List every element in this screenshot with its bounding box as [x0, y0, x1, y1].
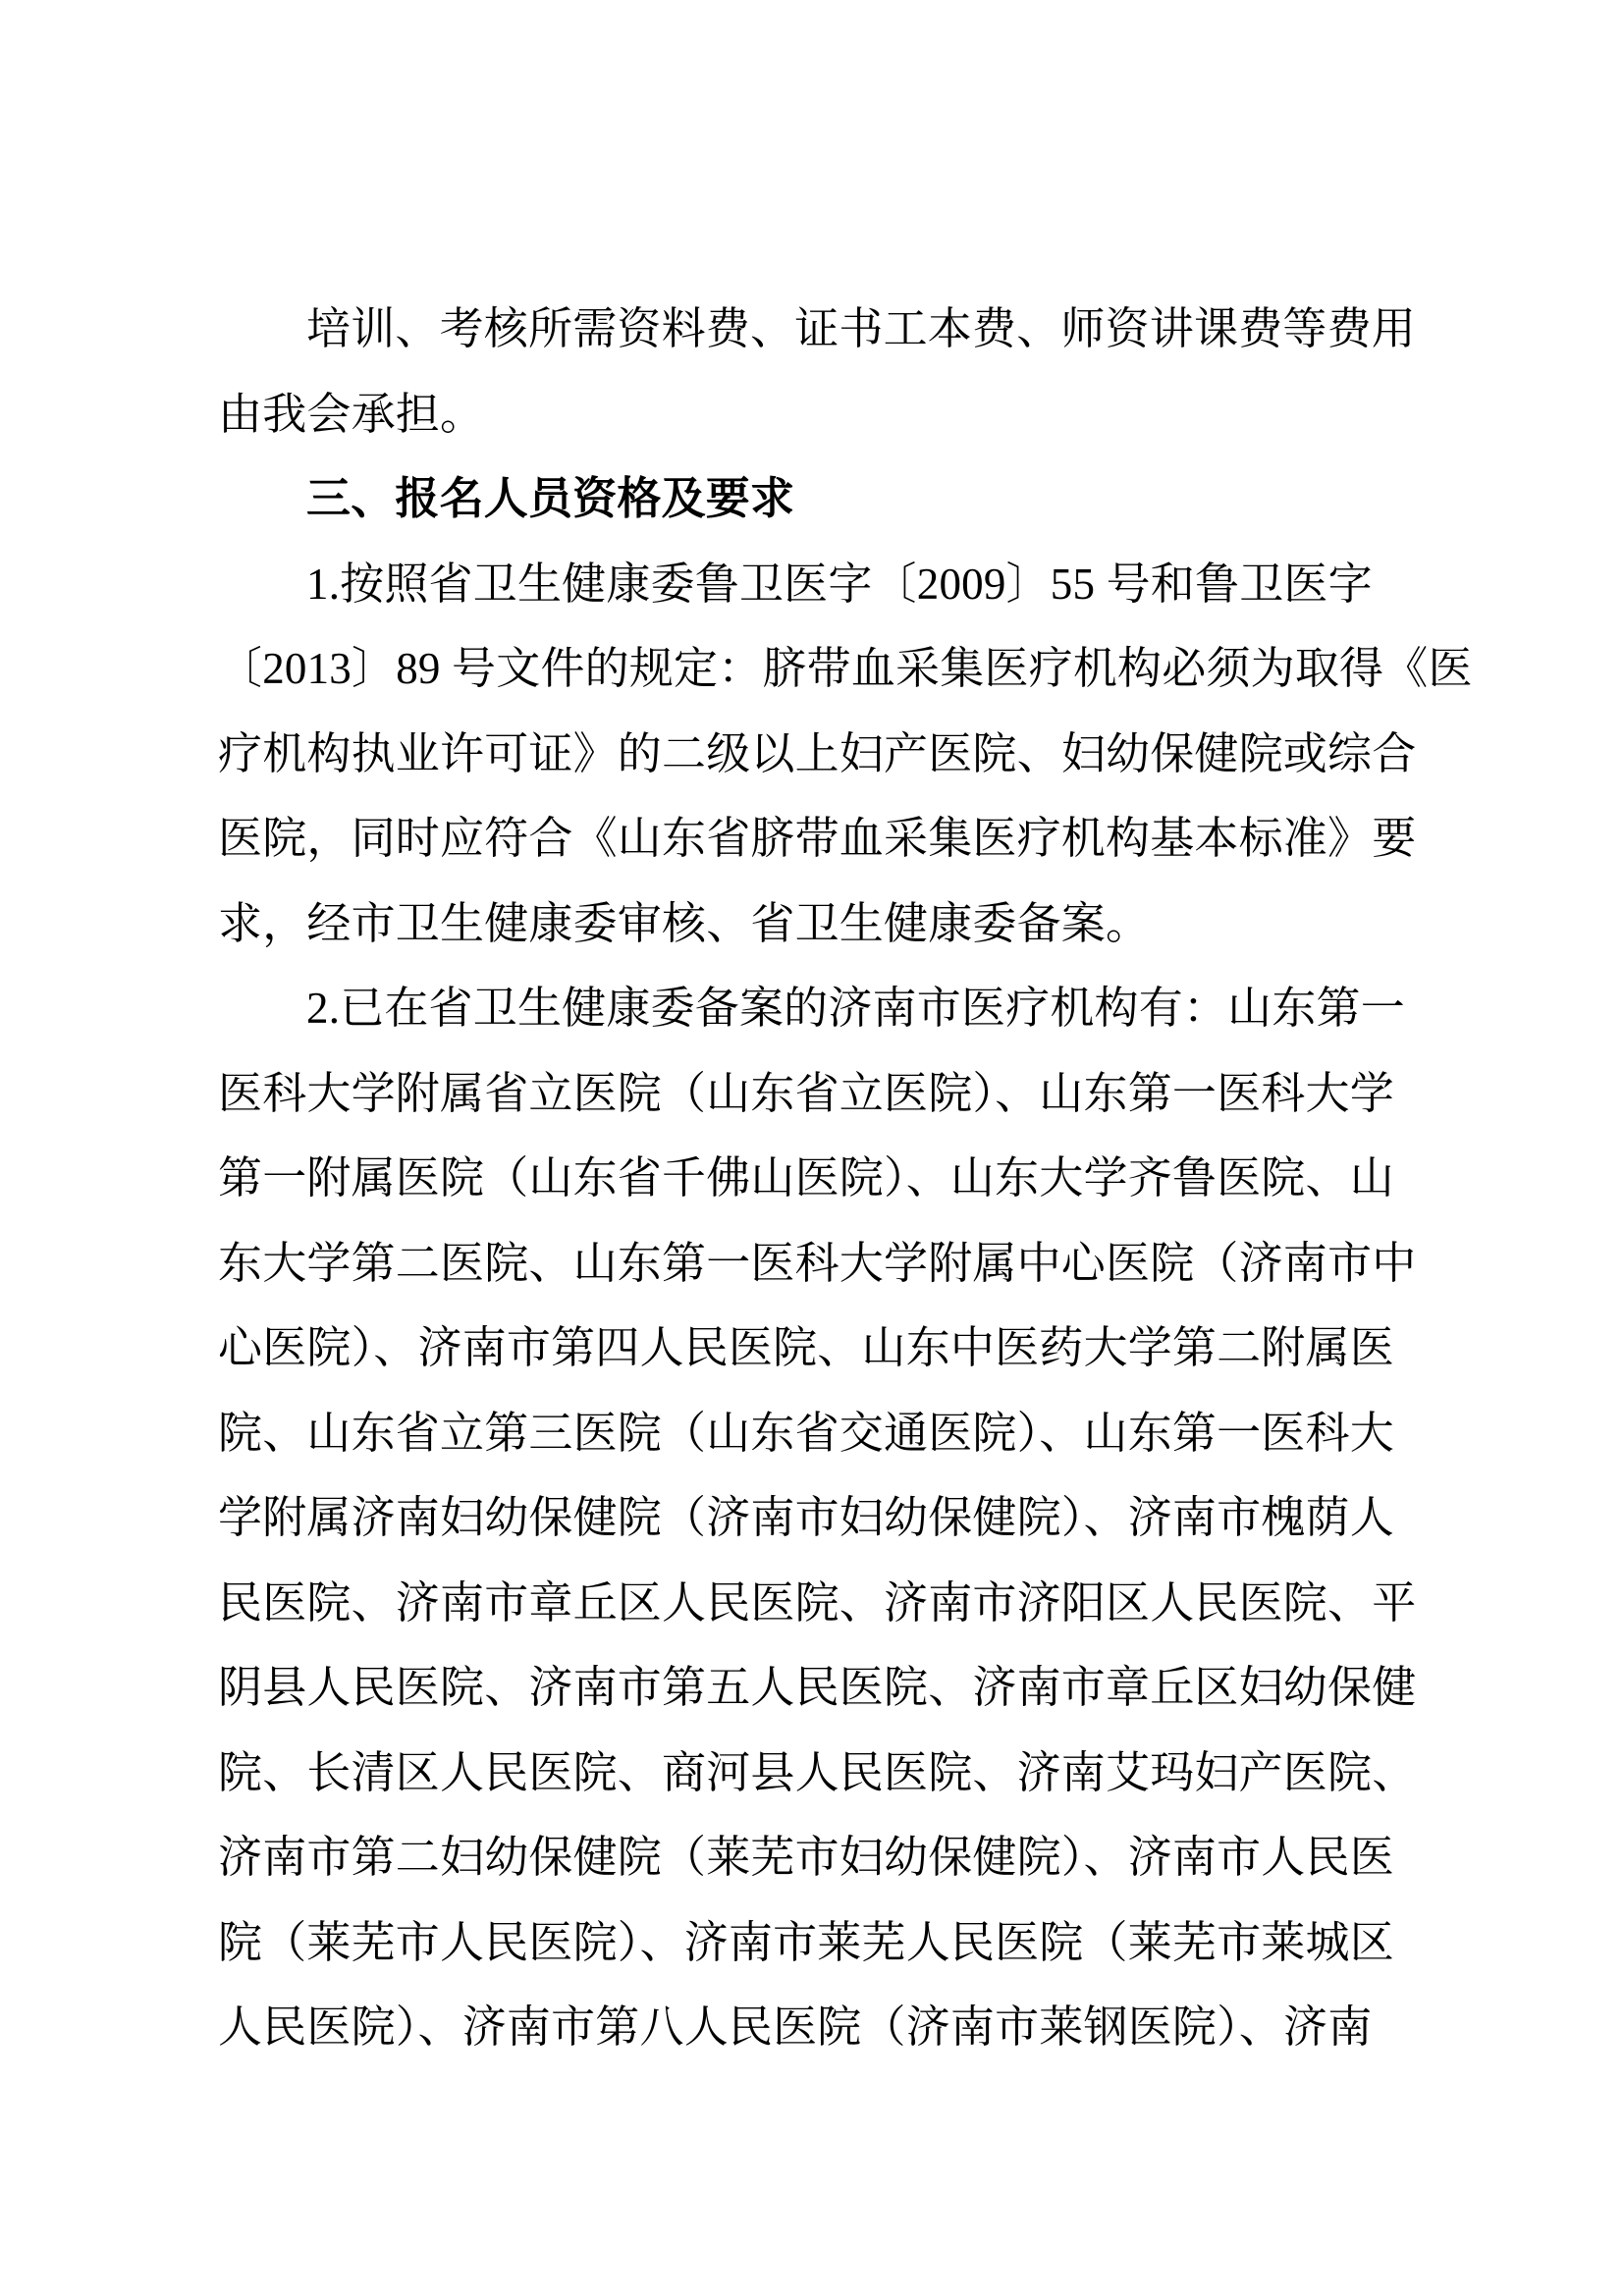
text-line: 学附属济南妇幼保健院（济南市妇幼保健院）、济南市槐荫人: [218, 1493, 1394, 1542]
text-line: 济南市第二妇幼保健院（莱芜市妇幼保健院）、济南市人民医: [218, 1833, 1394, 1882]
text-line: 阴县人民医院、济南市第五人民医院、济南市章丘区妇幼保健: [218, 1663, 1417, 1712]
text-line: 求，经市卫生健康委审核、省卫生健康委备案。: [218, 898, 1151, 948]
text-line: 院、长清区人民医院、商河县人民医院、济南艾玛妇产医院、: [218, 1747, 1417, 1797]
text-line: 2.已在省卫生健康委备案的济南市医疗机构有：山东第一: [306, 984, 1405, 1033]
text-line: 东大学第二医院、山东第一医科大学附属中心医院（济南市中: [218, 1238, 1417, 1288]
text-line: 由我会承担。: [218, 389, 485, 439]
text-line: 人民医院）、济南市第八人民医院（济南市莱钢医院）、济南: [218, 2002, 1373, 2052]
text-line: 培训、考核所需资料费、证书工本费、师资讲课费等费用: [306, 304, 1417, 353]
text-line: 第一附属医院（山东省千佛山医院）、山东大学齐鲁医院、山: [218, 1153, 1394, 1202]
text-line: 民医院、济南市章丘区人民医院、济南市济阳区人民医院、平: [218, 1577, 1417, 1628]
text-line: 〔2013〕89 号文件的规定：脐带血采集医疗机构必须为取得《医: [218, 644, 1473, 693]
text-line: 院（莱芜市人民医院）、济南市莱芜人民医院（莱芜市莱城区: [218, 1917, 1394, 1967]
text-line: 心医院）、济南市第四人民医院、山东中医药大学第二附属医: [218, 1323, 1394, 1372]
text-line: 疗机构执业许可证》的二级以上妇产医院、妇幼保健院或综合: [218, 728, 1417, 778]
text-line: 医院，同时应符合《山东省脐带血采集医疗机构基本标准》要: [218, 814, 1417, 863]
text-line: 医科大学附属省立医院（山东省立医院）、山东第一医科大学: [218, 1068, 1394, 1118]
text-line: 1.按照省卫生健康委鲁卫医字〔2009〕55 号和鲁卫医字: [306, 559, 1373, 609]
section-heading: 三、报名人员资格及要求: [306, 473, 795, 523]
document-text-block: [218, 287, 1473, 2070]
text-line: 院、山东省立第三医院（山东省交通医院）、山东第一医科大: [218, 1408, 1394, 1458]
